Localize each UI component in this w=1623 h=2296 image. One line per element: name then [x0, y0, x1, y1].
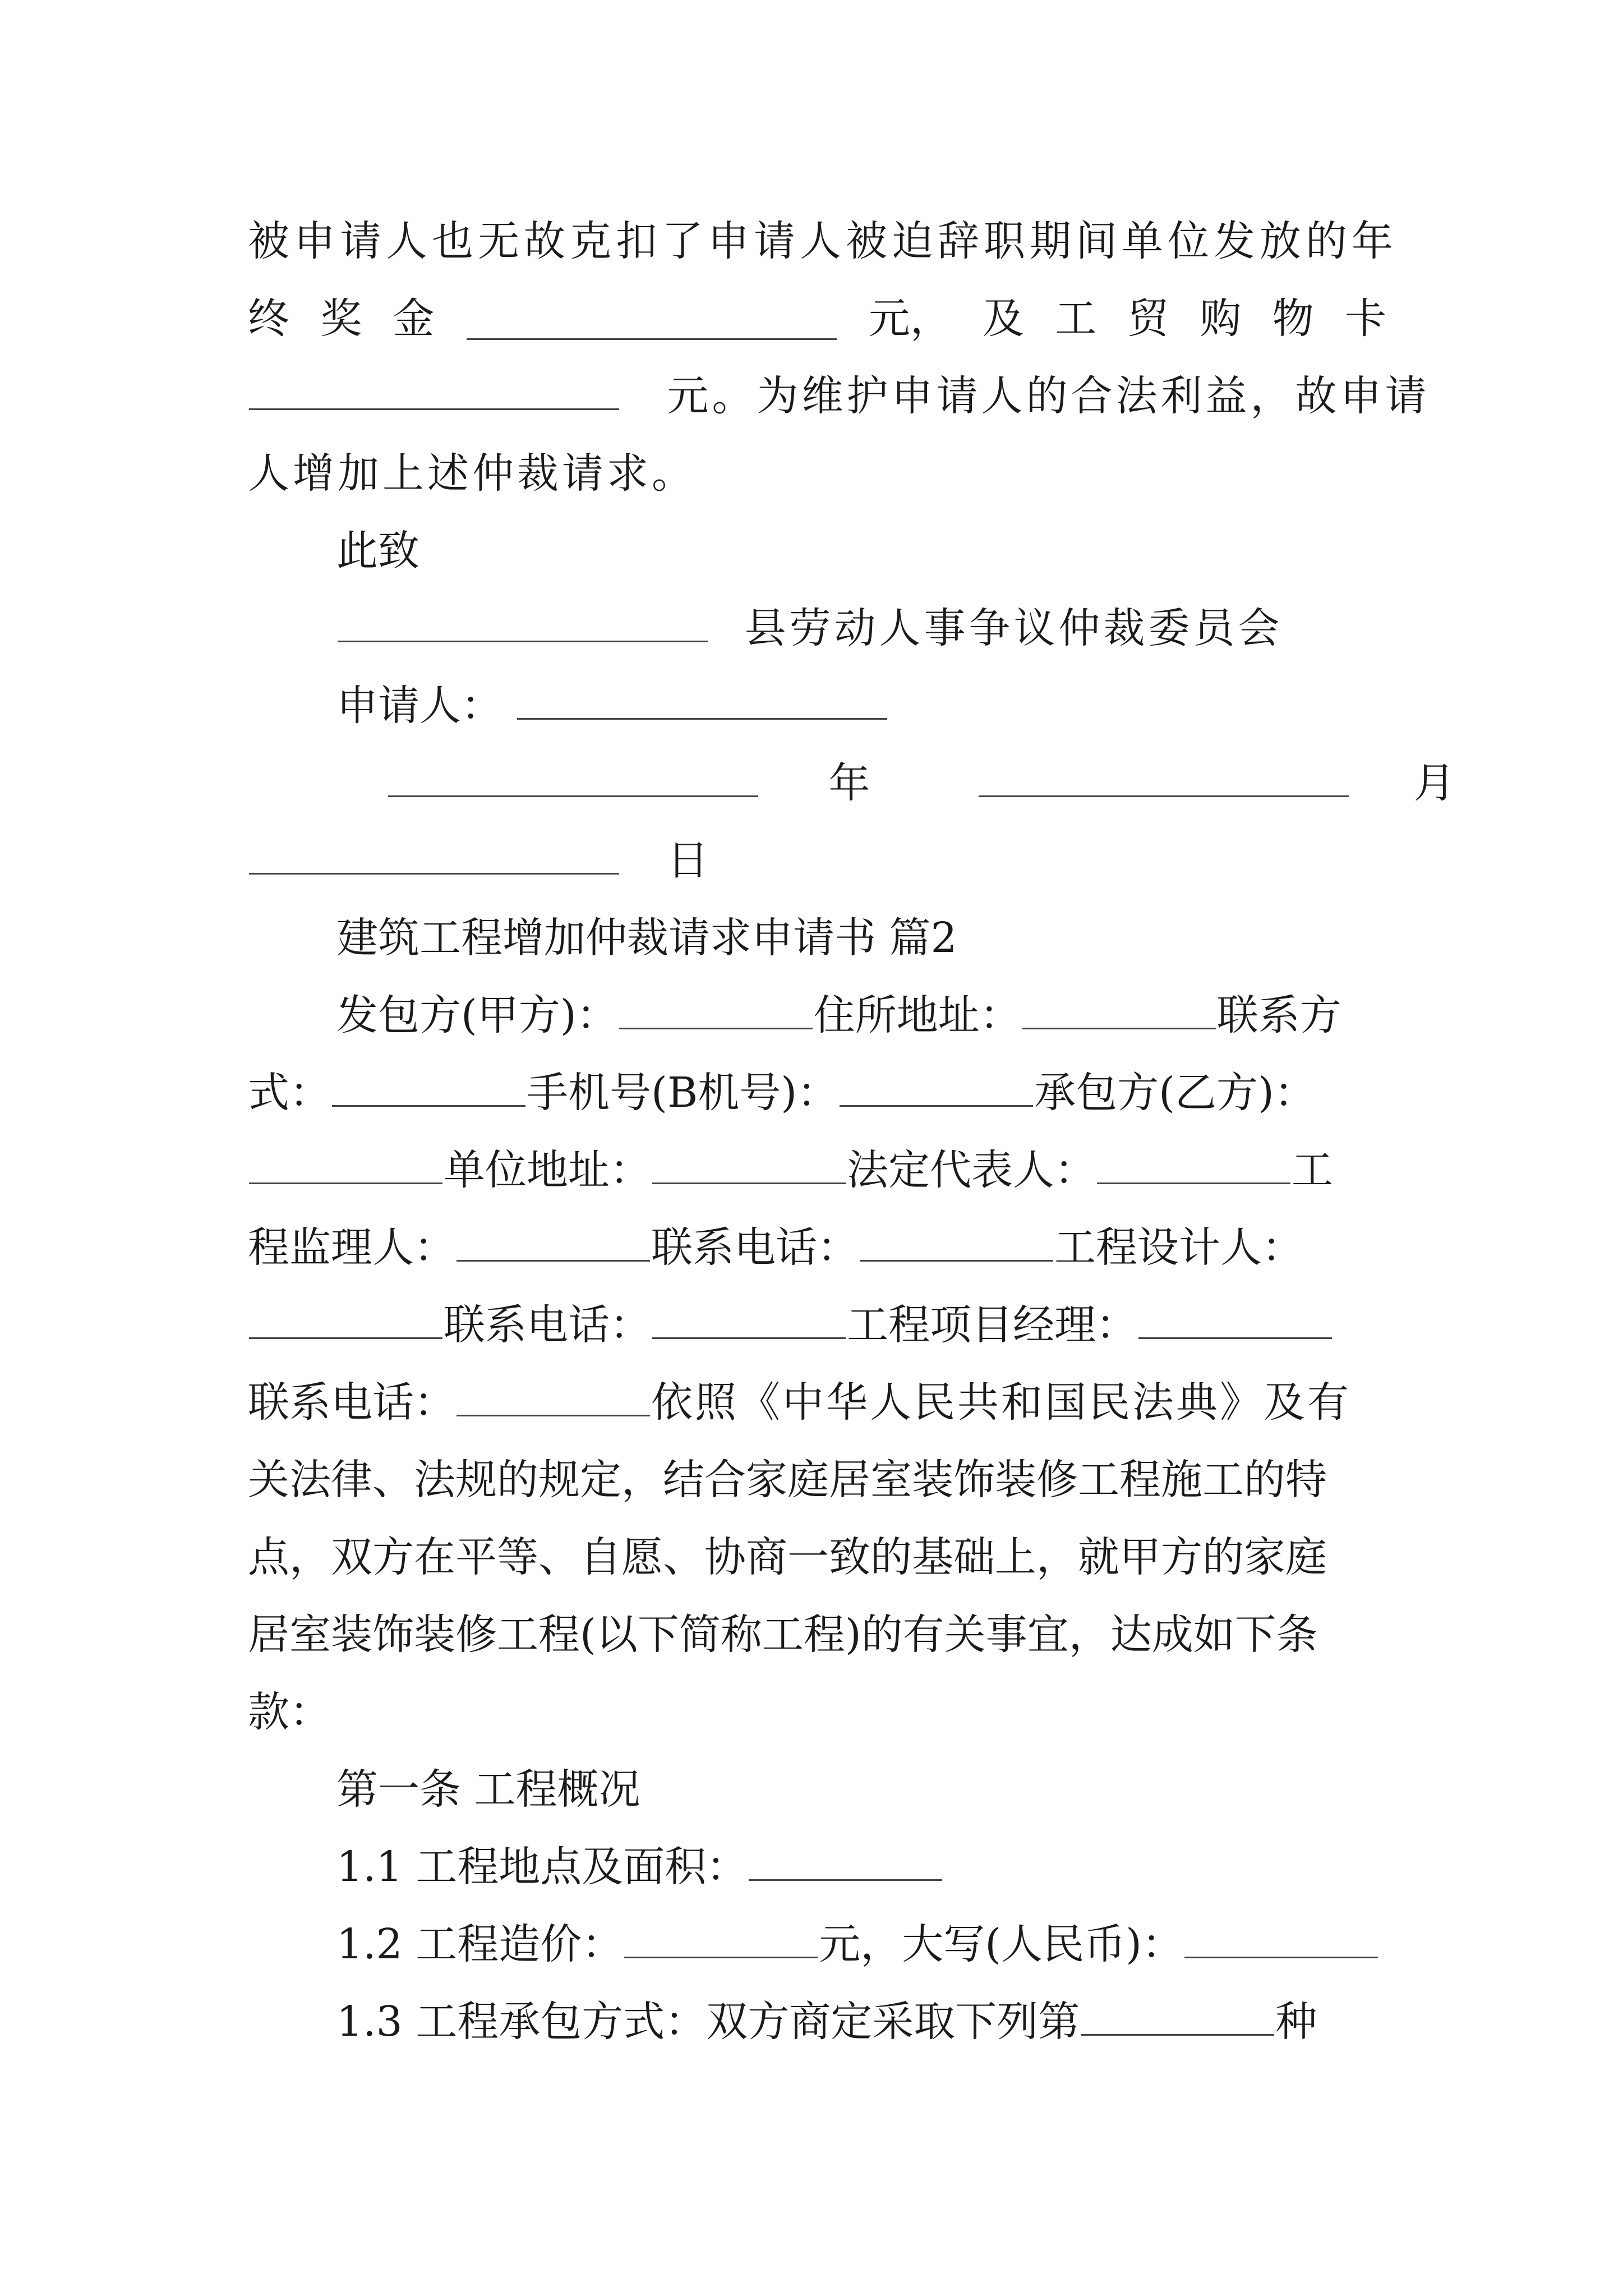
address-blank[interactable]: [1022, 987, 1216, 1029]
employer-label: 发包方(甲方)：: [336, 991, 618, 1039]
section-title: [336, 904, 1386, 972]
phone-label: 联系电话：: [248, 1378, 455, 1427]
text-char: 金: [393, 295, 435, 343]
designer-label: 工程设计人：: [1054, 1223, 1303, 1272]
paragraph-line: [248, 1059, 1386, 1126]
phone-blank[interactable]: [457, 1374, 650, 1416]
section-title: [336, 1756, 1386, 1823]
text-char: 工: [1055, 295, 1097, 343]
paragraph-line: [336, 1833, 1386, 1901]
phone-blank[interactable]: [652, 1297, 846, 1339]
employer-blank[interactable]: [619, 987, 813, 1029]
address-label: 住所地址：: [813, 991, 1021, 1039]
contact-label-cont: 式：: [248, 1069, 331, 1117]
paragraph-line: [248, 1678, 1386, 1746]
text-line: 关法律、法规的规定，结合家庭居室装饰装修工程施工的特: [248, 1456, 1327, 1504]
legal-rep-blank[interactable]: [1097, 1142, 1290, 1184]
year-blank[interactable]: [388, 755, 758, 797]
paragraph-line: [248, 1369, 1386, 1436]
contractor-label: 承包方(乙方)：: [1034, 1069, 1316, 1117]
year-end-bonus-blank[interactable]: [467, 298, 837, 340]
paragraph-line: [248, 1524, 1386, 1591]
shopping-card-blank[interactable]: [249, 368, 619, 410]
contractor-blank[interactable]: [249, 1142, 442, 1184]
paragraph-line: [248, 1137, 1386, 1204]
phone-blank[interactable]: [860, 1220, 1053, 1262]
year-label: 年: [828, 759, 870, 807]
phone-label: 联系电话：: [444, 1301, 651, 1349]
paragraph-line: [248, 208, 1398, 275]
paragraph-line: [336, 982, 1386, 1049]
cost-uppercase-label: 元，大写(人民币)：: [819, 1920, 1183, 1968]
paragraph-line: [248, 362, 1430, 430]
cost-uppercase-blank[interactable]: [1184, 1916, 1378, 1958]
text-line: 点，双方在平等、自愿、协商一致的基础上，就甲方的家庭: [248, 1533, 1327, 1581]
month-label: 月: [1413, 759, 1455, 807]
cost-label: 1.2 工程造价：: [336, 1920, 624, 1968]
designer-blank[interactable]: [249, 1297, 442, 1339]
paragraph-line: [248, 1214, 1386, 1281]
contact-blank[interactable]: [332, 1065, 525, 1107]
paragraph-line: [248, 440, 1386, 507]
month-blank[interactable]: [979, 755, 1349, 797]
unit-address-blank[interactable]: [652, 1142, 846, 1184]
county-blank[interactable]: [338, 600, 708, 642]
section-heading: 建筑工程增加仲裁请求申请书 篇2: [336, 914, 957, 962]
paragraph-line: [248, 1446, 1386, 1513]
text-char: 物: [1272, 295, 1314, 343]
paragraph-line: [336, 1911, 1386, 1978]
text-line: 依照《中华人民共和国民法典》及有: [651, 1378, 1351, 1427]
paragraph-line: [336, 517, 1386, 585]
text-char: 终: [248, 295, 289, 343]
supervisor-blank[interactable]: [457, 1220, 650, 1262]
contract-mode-suffix: 种: [1275, 1998, 1317, 2046]
text-line: 元。为维护申请人的合法利益，故申请: [667, 372, 1430, 420]
mobile-blank[interactable]: [840, 1065, 1033, 1107]
applicant-blank[interactable]: [517, 678, 887, 720]
paragraph-line: [387, 749, 1455, 817]
recipient-committee: 县劳动人事争议仲裁委员会: [744, 604, 1283, 652]
project-manager-blank[interactable]: [1138, 1297, 1332, 1339]
supervisor-label-cont: 程监理人：: [248, 1223, 455, 1272]
day-blank[interactable]: [249, 832, 619, 875]
legal-rep-label: 法定代表人：: [847, 1146, 1096, 1194]
paragraph-line: [248, 827, 1386, 894]
text-char: 及: [982, 295, 1024, 343]
contact-label: 联系方: [1216, 991, 1341, 1039]
text-char: 购: [1200, 295, 1242, 343]
project-manager-label: 工程项目经理：: [847, 1301, 1137, 1349]
paragraph-line: [248, 285, 1386, 352]
site-area-label: 1.1 工程地点及面积：: [336, 1843, 748, 1891]
text-char: 奖: [320, 295, 362, 343]
supervisor-label: 工: [1292, 1146, 1333, 1194]
text-line: 被申请人也无故克扣了申请人被迫辞职期间单位发放的年: [248, 217, 1398, 265]
site-area-blank[interactable]: [749, 1839, 942, 1881]
paragraph-line: [336, 672, 1386, 739]
cost-blank[interactable]: [624, 1916, 818, 1958]
text-line: 人增加上述仲裁请求。: [248, 449, 697, 498]
paragraph-line: [248, 1601, 1386, 1668]
text-char: 元，: [868, 295, 952, 343]
text-line: 居室装饰装修工程(以下简称工程)的有关事宜，达成如下条: [248, 1611, 1318, 1659]
salutation: 此致: [336, 527, 419, 575]
contract-mode-label: 1.3 工程承包方式：双方商定采取下列第: [336, 1998, 1080, 2046]
day-label: 日: [667, 836, 709, 885]
text-char: 卡: [1344, 295, 1386, 343]
text-line: 款：: [248, 1688, 331, 1736]
applicant-label: 申请人：: [336, 682, 502, 730]
text-char: 贸: [1127, 295, 1169, 343]
contract-mode-blank[interactable]: [1081, 1994, 1274, 2036]
article-heading: 第一条 工程概况: [336, 1765, 640, 1814]
unit-address-label: 单位地址：: [444, 1146, 651, 1194]
paragraph-line: [248, 1291, 1386, 1359]
phone-label: 联系电话：: [651, 1223, 859, 1272]
mobile-label: 手机号(B机号)：: [527, 1069, 839, 1117]
paragraph-line: [336, 1988, 1386, 2055]
paragraph-line: [336, 595, 1386, 662]
